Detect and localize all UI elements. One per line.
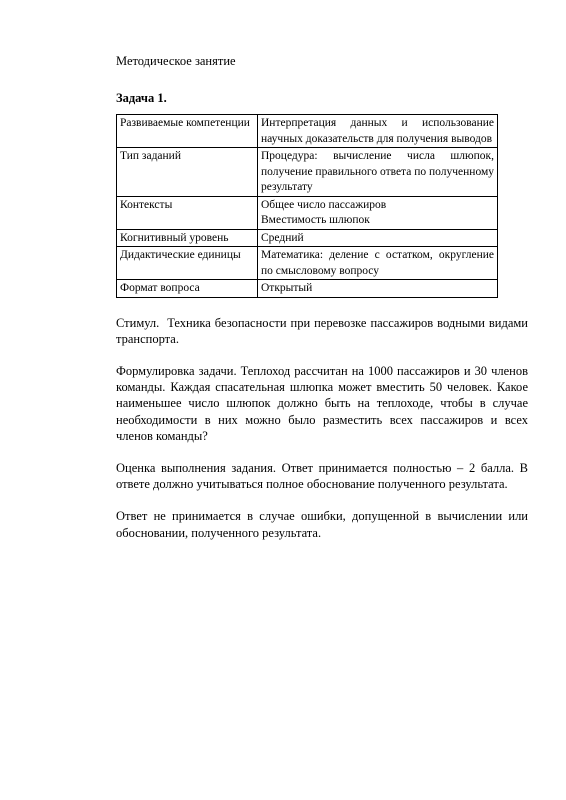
table-cell-key: Когнитивный уровень xyxy=(117,229,258,247)
evaluation-paragraph: Оценка выполнения задания. Ответ принимается полностью – 2 балла. В ответе должно учитываться полное обоснование полученного результата. xyxy=(116,460,528,492)
table-cell-value: Математика: деление с остатком, округление по смысловому вопросу xyxy=(258,247,498,280)
table-row xyxy=(117,280,498,298)
table-row xyxy=(117,115,498,148)
context-line: Вместимость шлюпок xyxy=(261,214,370,226)
document-page xyxy=(116,52,532,541)
task-title: Задача 1. xyxy=(116,91,167,105)
stimulus-paragraph: Стимул. Техника безопасности при перевозке пассажиров водными видами транспорта. xyxy=(116,315,532,346)
table-cell-value: Процедура: вычисление числа шлюпок, получение правильного ответа по полученному результату xyxy=(258,148,498,197)
table-cell-key: Формат вопроса xyxy=(117,280,258,298)
table-row xyxy=(117,229,498,247)
formulation-paragraph: Формулировка задачи. Теплоход рассчитан на 1000 пассажиров и 30 членов команды. Каждая спасательная шлюпка может вместить 50 человек. Какое наименьшее число шлюпок должно быть на теплоходе, чтобы в случае необходимости в них можно было разместить всех пассажиров и всех членов команды? xyxy=(116,363,528,443)
table-cell-key: Контексты xyxy=(117,196,258,229)
rejection-paragraph: Ответ не принимается в случае ошибки, допущенной в вычислении или обосновании, полученного результата. xyxy=(116,509,528,540)
table-cell-value: Средний xyxy=(258,229,498,247)
table-cell-value: Открытый xyxy=(258,280,498,298)
table-row xyxy=(117,247,498,280)
context-line: Общее число пассажиров xyxy=(261,198,387,211)
table-row xyxy=(117,148,498,197)
table-cell-key: Развиваемые компетенции xyxy=(117,115,258,148)
table-row xyxy=(117,196,498,229)
task-info-table xyxy=(116,114,498,298)
table-cell-value xyxy=(258,196,498,229)
table-cell-value: Интерпретация данных и использование научных доказательств для получения выводов xyxy=(258,115,498,148)
table-cell-key: Тип заданий xyxy=(117,148,258,197)
table-cell-key: Дидактические единицы xyxy=(117,247,258,280)
document-heading: Методическое занятие xyxy=(116,54,236,68)
